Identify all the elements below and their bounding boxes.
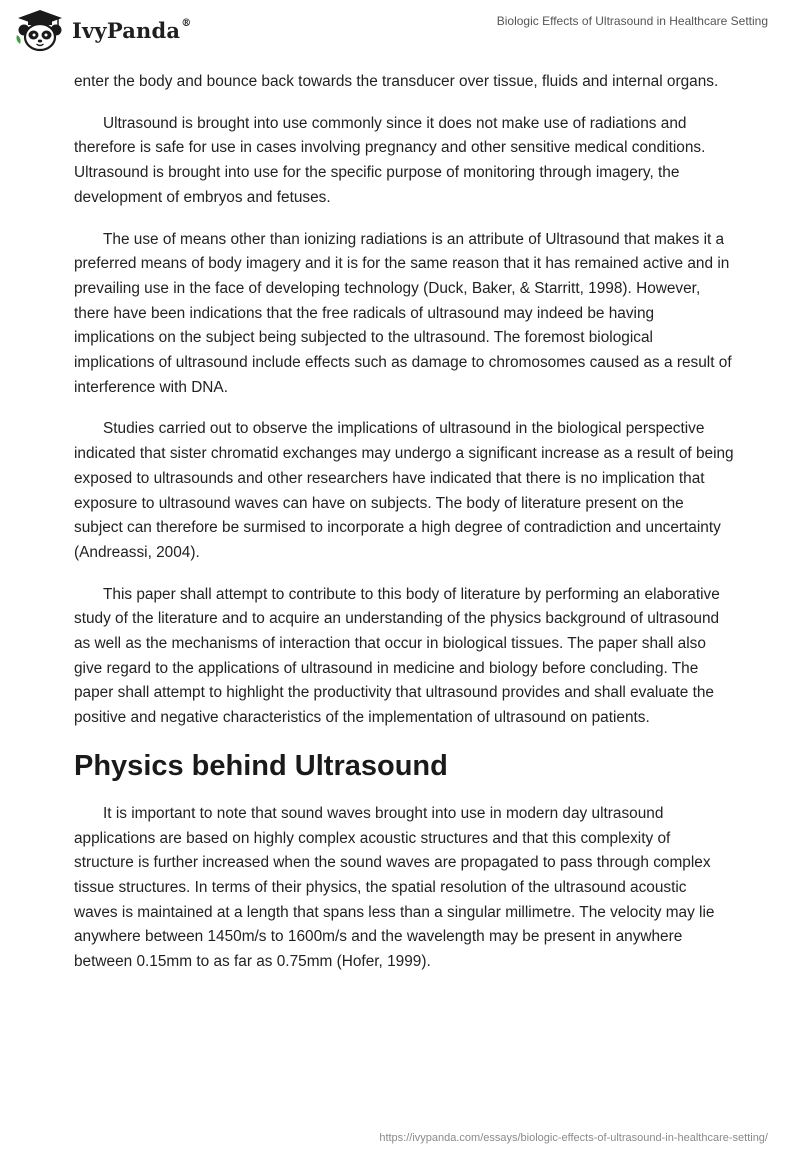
brand-logo[interactable] (14, 8, 191, 52)
brand-name: IvyPanda® (72, 17, 192, 43)
panda-graduate-icon (14, 8, 66, 52)
source-url[interactable]: https://ivypanda.com/essays/biologic-effects-of-ultrasound-in-healthcare-setting/ (379, 1132, 768, 1144)
paragraph: Ultrasound is brought into use commonly since it does not make use of radiations and therefore is safe for use in cases involving pregnancy and other sensitive medical conditions. Ultrasound is brought into use for the specific purpose of monitoring through imagery, the development of embryos and fetuses. (74, 114, 706, 206)
paragraph: This paper shall attempt to contribute to this body of literature by performing an elaborative study of the literature and to acquire an understanding of the physics background of ultrasound as well as the mechanisms of interaction that occur in biological tissues. The paper shall also give regard to the applications of ultrasound in medicine and biology before concluding. The paper shall attempt to highlight the productivity that ultrasound provides and shall evaluate the positive and negative characteristics of the implementation of ultrasound on patients. (74, 585, 720, 727)
paragraph: Studies carried out to observe the implications of ultrasound in the biological perspective indicated that sister chromatid exchanges may undergo a significant increase as a result of being exposed to ultrasounds and other researchers have indicated that there is no implication that exposure to ultrasound waves can have on subjects. The body of literature present on the subject can therefore be surmised to incorporate a high degree of contradiction and uncertainty (Andreassi, 2004). (74, 420, 734, 561)
paragraph-continued: enter the body and bounce back towards the transducer over tissue, fluids and internal organs. (74, 73, 719, 90)
registered-mark: ® (181, 17, 192, 29)
page-header (0, 0, 800, 68)
essay-body (74, 70, 734, 992)
paragraph: The use of means other than ionizing radiations is an attribute of Ultrasound that makes it a preferred means of body imagery and it is for the same reason that it has remained active and in prevailing use in the face of developing technology (Duck, Baker, & Starritt, 1998). However, there have been indications that the free radicals of ultrasound may indeed be having implications on the subject being subjected to the ultrasound. The foremost biological implications of ultrasound include effects such as damage to chromosomes caused as a result of interference with DNA. (74, 230, 732, 396)
document-title: Biologic Effects of Ultrasound in Healthcare Setting (496, 14, 768, 28)
section-heading: Physics behind Ultrasound (74, 749, 448, 782)
paragraph: It is important to note that sound waves brought into use in modern day ultrasound applications are based on highly complex acoustic structures and that this complexity of structure is further increased when the sound waves are propagated to pass through complex tissue structures. In terms of their physics, the spatial resolution of the ultrasound acoustic waves is maintained at a length that spans less than a singular millimetre. The velocity may lie anywhere between 1450m/s to 1600m/s and the wavelength may be present in anywhere between 0.15mm to as far as 0.75mm (Hofer, 1999). (74, 804, 715, 971)
